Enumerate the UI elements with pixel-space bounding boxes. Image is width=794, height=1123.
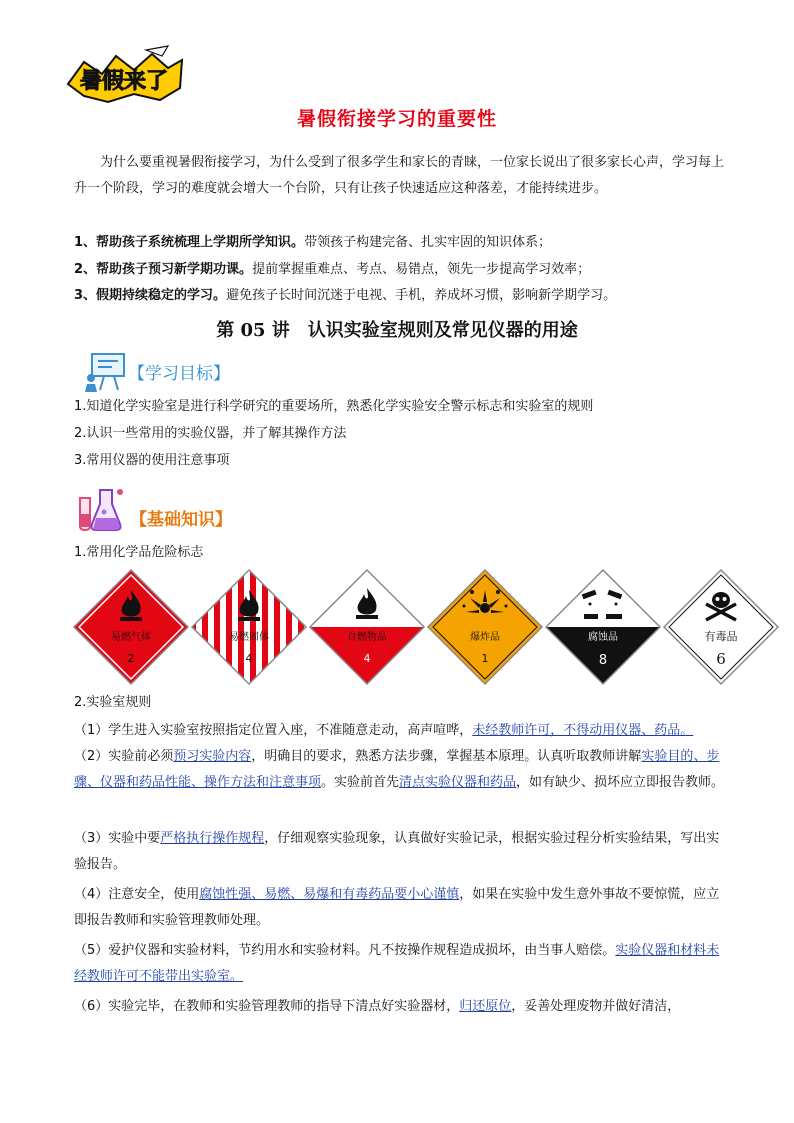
rule-3-text-b: ，仔细观察实验现象，认真做好实验记录，根据实验过程分析实验结果，写出实验报告。	[74, 831, 720, 872]
sign-3-class: 4	[363, 652, 371, 665]
rule-2-text-d: ，如有缺少、损坏应立即报告教师。	[516, 775, 725, 790]
point-1-rest: 带领孩子构建完备、扎实牢固的知识体系；	[304, 235, 552, 250]
rule-3	[74, 826, 730, 878]
point-1	[74, 233, 734, 253]
point-3-bold: 假期持续稳定的学习。	[96, 288, 227, 303]
sign-5-class: 8	[598, 653, 608, 668]
goal-item-2: 2.认识一些常用的实验仪器，并了解其操作方法	[74, 426, 347, 441]
rule-3-text-a: （3）实验中要	[74, 831, 161, 846]
whiteboard-teacher-icon	[82, 348, 128, 394]
intro-paragraph: 为什么要重视暑假衔接学习，为什么受到了很多学生和家长的青睐，一位家长说出了很多家长心声，学习每上升一个阶段，学习的难度就会增大一个台阶，只有让孩子快速适应这种落差，才能持续进步。	[74, 155, 725, 196]
sign-6-label: 有毒品	[704, 630, 738, 643]
rule-1	[74, 718, 730, 744]
lecture-title: 第 05 讲 认识实验室规则及常见仪器的用途	[216, 320, 578, 341]
sign-4-label: 爆炸品	[470, 632, 500, 643]
flask-icon	[74, 484, 126, 532]
rule-2-text-a: （2）实验前必须	[74, 749, 174, 764]
sign-1-label: 易燃气体	[111, 632, 151, 643]
hazard-sign-explosive	[426, 568, 544, 686]
hazard-sign-corrosive	[544, 568, 662, 686]
rule-4-text-b: ，如果在实验中发生意外事故不要惊慌，应立即报告教师和实验管理教师处理。	[74, 887, 720, 928]
sign-2-class: 4	[245, 652, 253, 665]
rule-4-text-a: （4）注意安全，使用	[74, 887, 200, 902]
sign-4-class: 1	[481, 652, 489, 665]
point-2-rest: 提前掌握重难点、考点、易错点，领先一步提高学习效率；	[252, 262, 591, 277]
rule-5-underline: 实验仪器和材料未经教师许可不能带出实验室。	[74, 943, 720, 984]
point-2-num: 2、	[74, 262, 97, 277]
hazard-signs-row	[72, 568, 780, 692]
sign-3-label: 自燃物品	[347, 632, 387, 643]
point-3	[74, 286, 734, 306]
rule-6-text-b: ，妥善处理废物并做好清洁，	[511, 999, 681, 1014]
hazard-sign-flammable-solid	[190, 568, 308, 686]
rule-6	[74, 994, 730, 1020]
sign-2-label: 易燃固体	[229, 632, 269, 643]
point-3-rest: 避免孩子长时间沉迷于电视、手机，养成坏习惯，影响新学期学习。	[226, 288, 617, 303]
rule-2-underline-3: 清点实验仪器和药品	[399, 775, 517, 790]
hazard-sign-spontaneous-combustion	[308, 568, 426, 686]
point-2	[74, 260, 734, 280]
rule-5-text-a: （5）爱护仪器和实验材料，节约用水和实验材料。凡不按操作规程造成损坏，由当事人赔偿。	[74, 943, 616, 958]
section-basics-label: 【基础知识】	[130, 510, 232, 530]
point-1-bold: 帮助孩子系统梳理上学期所学知识。	[96, 235, 305, 250]
rule-2-text-b: ，明确目的要求，熟悉方法步骤，掌握基本原理。认真听取教师讲解	[251, 749, 642, 764]
rule-4	[74, 882, 730, 934]
section-goals-label: 【学习目标】	[128, 364, 230, 384]
rule-1-text: （1）学生进入实验室按照指定位置入座，不准随意走动，高声喧哗，	[74, 723, 473, 738]
rule-4-underline: 腐蚀性强、易燃、易爆和有毒药品要小心谨慎	[199, 887, 460, 902]
point-2-bold: 帮助孩子预习新学期功课。	[96, 262, 253, 277]
main-title: 暑假衔接学习的重要性	[296, 108, 497, 130]
logo-text: 暑假来了	[79, 69, 169, 94]
sign-5-label: 腐蚀品	[588, 632, 618, 643]
hazard-heading: 1.常用化学品危险标志	[74, 545, 204, 560]
rule-2-underline-1: 预习实验内容	[173, 749, 252, 764]
point-3-num: 3、	[74, 288, 97, 303]
rules-heading: 2.实验室规则	[74, 695, 152, 710]
sign-1-class: 2	[127, 652, 135, 665]
rule-3-underline: 严格执行操作规程	[160, 831, 265, 846]
rule-2-text-c: 。实验前首先	[321, 775, 400, 790]
sign-6-class: 6	[716, 650, 726, 668]
goal-item-1: 1.知道化学实验室是进行科学研究的重要场所，熟悉化学实验安全警示标志和实验室的规则	[74, 399, 594, 414]
summer-logo	[64, 44, 186, 106]
hazard-sign-flammable-gas	[72, 568, 190, 686]
rule-5	[74, 938, 730, 990]
point-1-num: 1、	[74, 235, 97, 250]
rule-2	[74, 744, 730, 796]
goal-item-3: 3.常用仪器的使用注意事项	[74, 453, 230, 468]
rule-2-underline-2: 实验目的、步骤、仪器和药品性能、操作方法和注意事项	[74, 749, 720, 790]
hazard-sign-toxic	[662, 568, 780, 686]
rule-6-underline: 归还原位	[459, 999, 512, 1014]
rule-6-text-a: （6）实验完毕，在教师和实验管理教师的指导下清点好实验器材，	[74, 999, 460, 1014]
rule-1-underline: 未经教师许可，不得动用仪器、药品。	[472, 723, 694, 738]
